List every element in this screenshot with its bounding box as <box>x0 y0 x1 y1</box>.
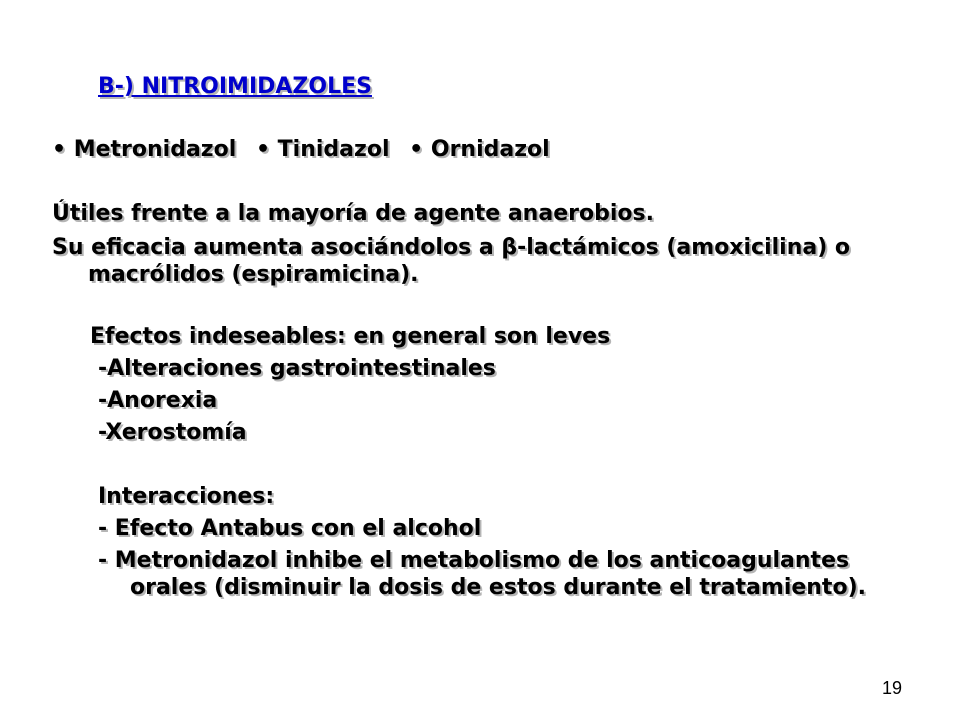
drug-metronidazol: • Metronidazol <box>52 137 237 162</box>
interaction-item-anticoagulants-line2: orales (disminuir la dosis de estos durante el tratamiento). <box>130 575 866 600</box>
effects-heading: Efectos indeseables: en general son leves <box>90 324 611 349</box>
interaction-item-anticoagulants-line1: - Metronidazol inhibe el metabolismo de los anticoagulantes <box>98 548 850 573</box>
effect-item-gastrointestinal: -Alteraciones gastrointestinales <box>98 356 496 381</box>
page-number: 19 <box>882 678 903 698</box>
drug-list <box>52 137 562 163</box>
effect-item-anorexia: -Anorexia <box>98 388 218 413</box>
drug-ornidazol: • Ornidazol <box>409 137 550 162</box>
drug-tinidazol: • Tinidazol <box>255 137 390 162</box>
paragraph-efficacy-line1: Su eficacia aumenta asociándolos a β-lactámicos (amoxicilina) o <box>52 235 851 260</box>
paragraph-anaerobes: Útiles frente a la mayoría de agente anaerobios. <box>52 201 654 226</box>
effect-item-xerostomia: -Xerostomía <box>98 420 247 445</box>
slide-title: B-) NITROIMIDAZOLES <box>98 74 372 99</box>
interactions-heading: Interacciones: <box>98 484 275 509</box>
paragraph-efficacy-line2: macrólidos (espiramicina). <box>88 262 419 287</box>
interaction-item-alcohol: - Efecto Antabus con el alcohol <box>98 516 482 541</box>
